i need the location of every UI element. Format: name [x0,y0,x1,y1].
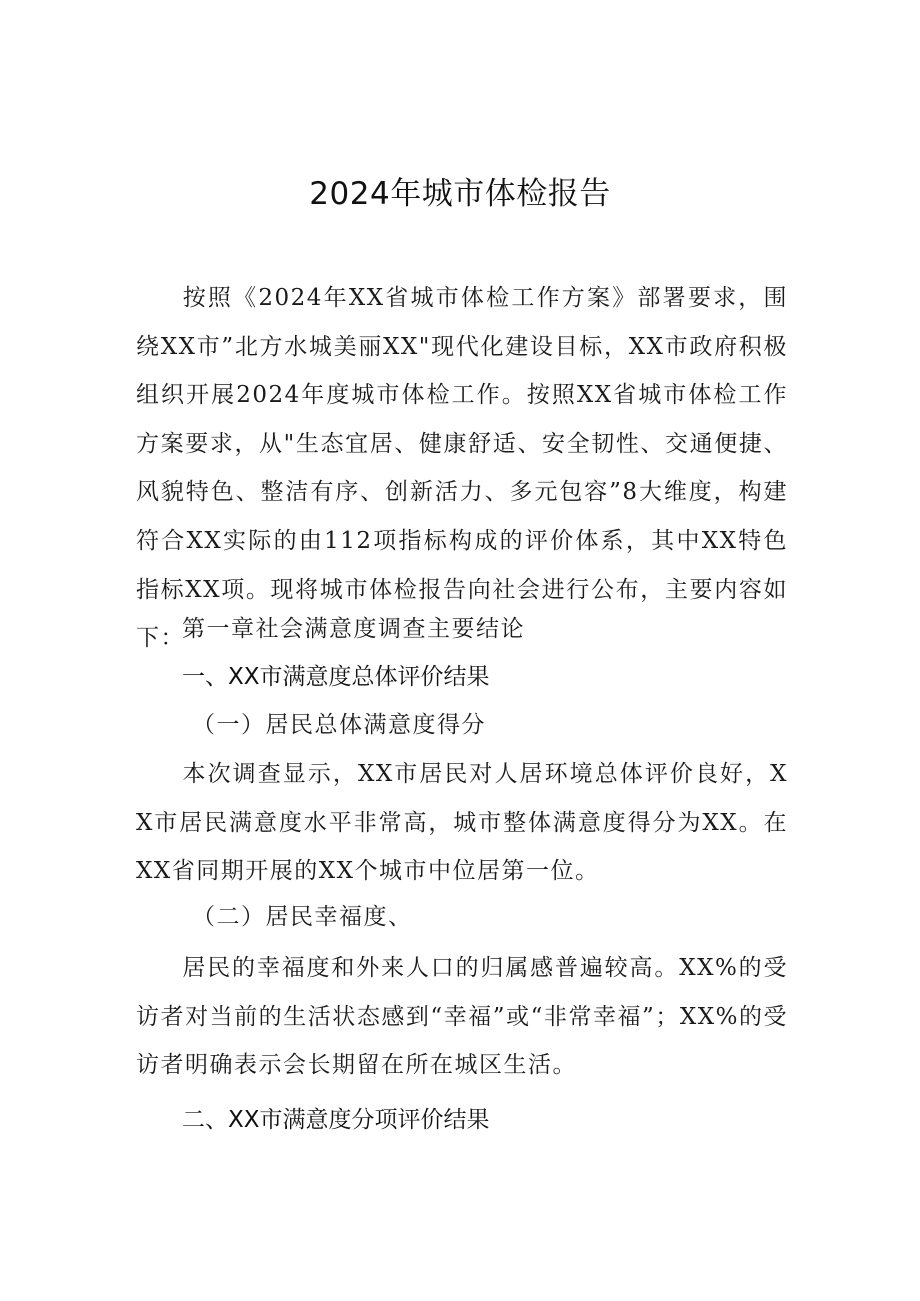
happiness-text: 居民的幸福度和外来人口的归属感普遍较高。XX%的受访者对当前的生活状态感到“幸福”或“非常幸福”；XX%的受访者明确表示会长期留在所在城区生活。 [136,955,788,1079]
section-heading-2: 二、XX市满意度分项评价结果 [182,1107,490,1133]
subsection-heading-1: （一）居民总体满意度得分 [192,712,486,738]
satisfaction-text: 本次调查显示，XX市居民对人居环境总体评价良好，XX市居民满意度水平非常高，城市整体满意度得分为XX。在XX省同期开展的XX个城市中位居第一位。 [136,761,788,885]
satisfaction-paragraph [136,750,788,896]
happiness-paragraph [136,944,788,1090]
document-title: 2024年城市体检报告 [309,176,611,212]
subsection-heading-2: （二）居民幸福度、 [192,904,413,930]
intro-text: 按照《2024年XX省城市体检工作方案》部署要求，围绕XX市”北方水城美丽XX"现代化建设目标，XX市政府积极组织开展2024年度城市体检工作。按照XX省城市体检工作方案要求，从"生态宜居、健康舒适、安全韧性、交通便捷、风貌特色、整洁有序、创新活力、多元包容”8大维度，构建符合XX实际的由112项指标构成的评价体系，其中XX特色指标XX项。现将城市体检报告向社会进行公布，主要内容如下： [136,285,788,652]
chapter-heading: 第一章社会满意度调查主要结论 [182,616,525,642]
section-heading-1: 一、XX市满意度总体评价结果 [182,664,490,690]
intro-paragraph [136,274,788,663]
